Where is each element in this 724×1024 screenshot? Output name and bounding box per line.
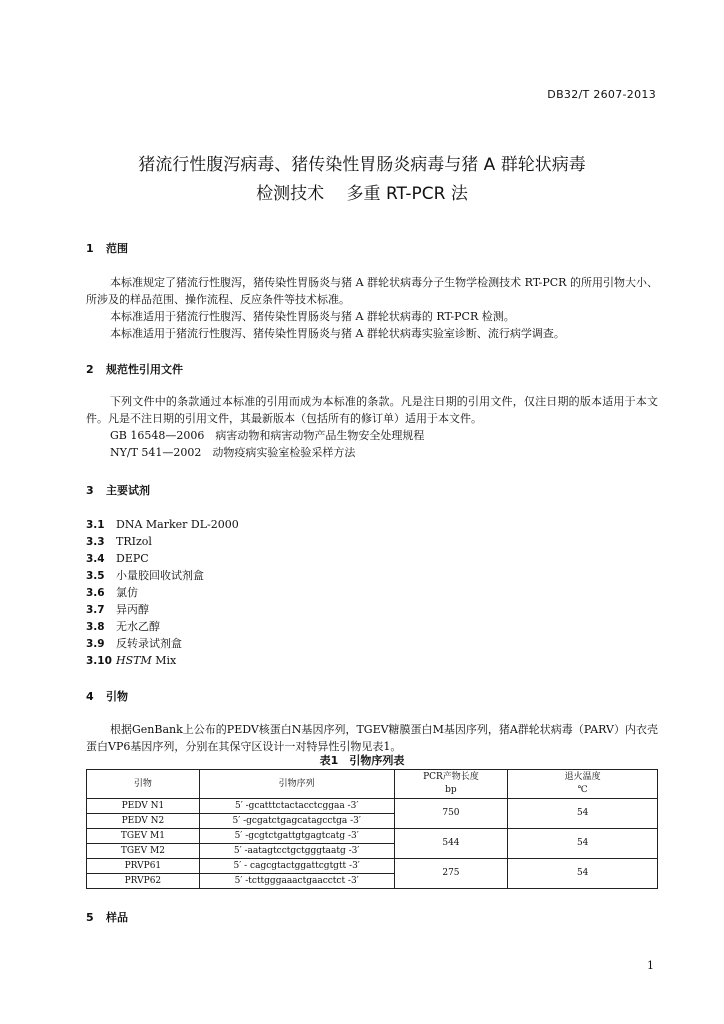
table-caption: 表1 引物序列表 (319, 754, 405, 767)
annealing-temp: 54 (508, 799, 658, 829)
section-4-paragraph-1: 根据GenBank上公布的PEDV核蛋白N基因序列，TGEV糖膜蛋白M基因序列，猪A群轮状病毒（PARV）内衣壳蛋白VP6基因序列，分别在其保守区设计一对特异性引物见表1。 (86, 723, 658, 753)
reagent-item (86, 533, 152, 551)
primer-name: TGEV M1 (87, 829, 200, 844)
reagent-item (86, 550, 149, 568)
reagent-item (86, 635, 182, 653)
reagent-number: 3.8 (86, 621, 105, 633)
primer-sequence: 5′ -aatagtcctgctgggtaatg -3′ (199, 844, 394, 859)
section-1-paragraph-3: 本标准适用于猪流行性腹泻、猪传染性胃肠炎与猪 A 群轮状病毒实验室诊断、流行病学调查。 (110, 327, 565, 340)
reagent-name: 反转录试剂盒 (116, 637, 182, 650)
reagent-item (86, 584, 138, 602)
section-1-heading (86, 240, 128, 256)
product-length: 275 (394, 859, 508, 889)
reagent-item (86, 601, 149, 619)
primer-sequence: 5′ - cagcgtactggattcgtgtt -3′ (199, 859, 394, 874)
section-4-heading (86, 688, 128, 704)
primer-name: PEDV N2 (87, 814, 200, 829)
annealing-temp: 54 (508, 829, 658, 859)
primer-sequence: 5′ -tcttgggaaactgaacctct -3′ (199, 874, 394, 889)
document-title-line-2: 检测技术 多重 RT-PCR 法 (256, 184, 468, 204)
reagent-number: 3.1 (86, 519, 105, 531)
header-annealing-temp (508, 770, 658, 799)
reagent-name: Mix (151, 654, 177, 667)
product-length: 544 (394, 829, 508, 859)
table-row (87, 859, 658, 874)
header-sequence: 引物序列 (199, 770, 394, 799)
reagent-number: 3.5 (86, 570, 105, 582)
reagent-name: DNA Marker DL-2000 (116, 518, 239, 531)
reagent-number: 3.6 (86, 587, 105, 599)
section-title: 样品 (106, 911, 128, 924)
primer-name: PRVP61 (87, 859, 200, 874)
section-title: 引物 (106, 690, 128, 703)
reagent-name: 小量胶回收试剂盒 (116, 569, 204, 582)
primer-name: TGEV M2 (87, 844, 200, 859)
section-2-heading (86, 361, 183, 377)
section-number: 3 (86, 484, 94, 497)
section-5-heading (86, 909, 128, 925)
reagent-name: DEPC (116, 552, 149, 565)
reagent-item (86, 652, 176, 670)
primer-sequence: 5′ -gcgtctgattgtgagtcatg -3′ (199, 829, 394, 844)
reagent-number: 3.3 (86, 536, 105, 548)
section-number: 5 (86, 911, 94, 924)
primer-table (86, 769, 658, 889)
product-length: 750 (394, 799, 508, 829)
reagent-item (86, 618, 160, 636)
header-product-length-unit: bp (445, 785, 457, 795)
reagent-item (86, 516, 239, 534)
normative-reference-1: GB 16548—2006 病害动物和病害动物产品生物安全处理规程 (110, 429, 425, 442)
standard-code: DB32/T 2607-2013 (547, 88, 656, 101)
reagent-name-italic: HSTM (116, 654, 152, 667)
normative-reference-2: NY/T 541—2002 动物疫病实验室检验采样方法 (110, 446, 356, 459)
section-number: 4 (86, 690, 94, 703)
section-title: 主要试剂 (106, 484, 150, 497)
reagent-name: TRIzol (116, 535, 152, 548)
reagent-name: 无水乙醇 (116, 620, 160, 633)
table-header-row (87, 770, 658, 799)
section-number: 1 (86, 242, 94, 255)
primer-sequence: 5′ -gcatttctactacctcggaa -3′ (199, 799, 394, 814)
reagent-number: 3.10 (86, 655, 112, 667)
table-row (87, 799, 658, 814)
primer-name: PRVP62 (87, 874, 200, 889)
annealing-temp: 54 (508, 859, 658, 889)
header-annealing-temp-label: 退火温度 (564, 772, 601, 782)
header-primer: 引物 (87, 770, 200, 799)
page-number: 1 (647, 959, 654, 972)
section-2-paragraph-1: 下列文件中的条款通过本标准的引用而成为本标准的条款。凡是注日期的引用文件，仅注日期的版本适用于本文件。凡是不注日期的引用文件，其最新版本（包括所有的修订单）适用于本文件。 (86, 395, 658, 425)
reagent-item (86, 567, 204, 585)
header-annealing-temp-unit: ℃ (577, 785, 588, 795)
section-title: 规范性引用文件 (106, 363, 183, 376)
section-3-heading (86, 482, 150, 498)
section-title: 范围 (106, 242, 128, 255)
reagent-number: 3.4 (86, 553, 105, 565)
reagent-name: 氯仿 (116, 586, 138, 599)
reagent-name: 异丙醇 (116, 603, 149, 616)
section-1-paragraph-1: 本标准规定了猪流行性腹泻，猪传染性胃肠炎与猪 A 群轮状病毒分子生物学检测技术 RT-PCR 的所用引物大小、所涉及的样品范围、操作流程、反应条件等技术标准。 (86, 276, 658, 306)
document-title-line-1: 猪流行性腹泻病毒、猪传染性胃肠炎病毒与猪 A 群轮状病毒 (138, 155, 586, 175)
primer-name: PEDV N1 (87, 799, 200, 814)
section-number: 2 (86, 363, 94, 376)
header-product-length-label: PCR产物长度 (423, 772, 479, 782)
reagent-number: 3.9 (86, 638, 105, 650)
primer-sequence: 5′ -gcgatctgagcatagcctga -3′ (199, 814, 394, 829)
table-row (87, 829, 658, 844)
reagent-number: 3.7 (86, 604, 105, 616)
header-product-length (394, 770, 508, 799)
section-1-paragraph-2: 本标准适用于猪流行性腹泻、猪传染性胃肠炎与猪 A 群轮状病毒的 RT-PCR 检测。 (110, 310, 515, 323)
